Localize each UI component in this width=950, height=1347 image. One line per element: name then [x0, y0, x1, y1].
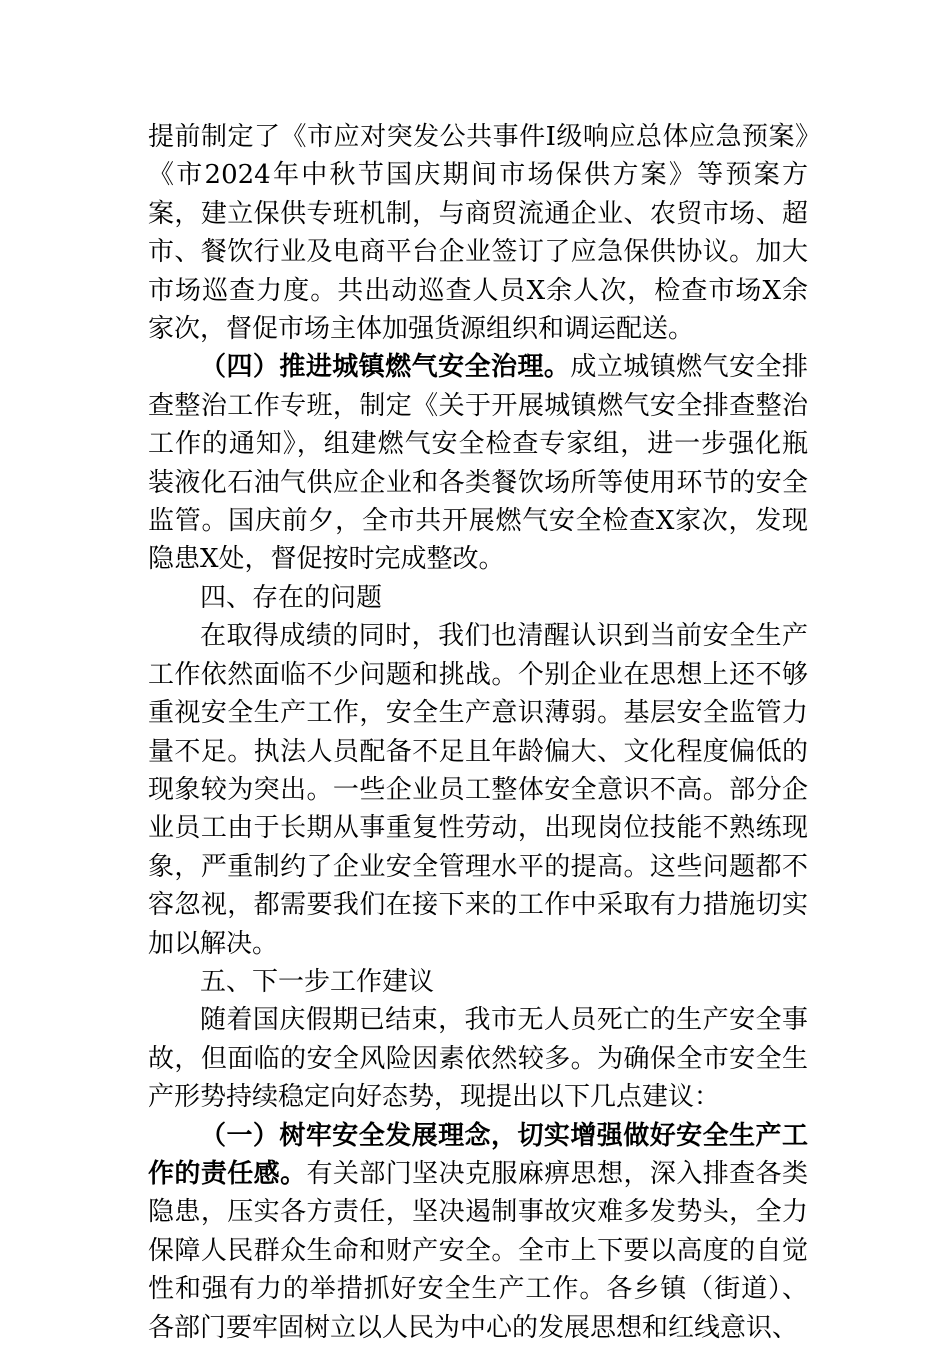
document-body: [148, 118, 808, 1347]
paragraph-gas-safety-body: 成立城镇燃气安全排查整治工作专班，制定《关于开展城镇燃气安全排查整治工作的通知》，组建燃气安全检查专家组，进一步强化瓶装液化石油气供应企业和各类餐饮场所等使用环节的安全监管。国庆前夕，全市共开展燃气安全检查X家次，发现隐患X处，督促按时完成整改。: [148, 352, 808, 575]
paragraph-market-supply: 提前制定了《市应对突发公共事件Ⅰ级响应总体应急预案》《市2024年中秋节国庆期间市场保供方案》等预案方案，建立保供专班机制，与商贸流通企业、农贸市场、超市、餐饮行业及电商平台企业签订了应急保供协议。加大市场巡查力度。共出动巡查人员X余人次，检查市场X余家次，督促市场主体加强货源组织和调运配送。: [148, 122, 808, 345]
paragraph-safety-concept-body: 有关部门坚决克服麻痹思想，深入排查各类隐患，压实各方责任，坚决遏制事故灾难多发势头，全力保障人民群众生命和财产安全。全市上下要以高度的自觉性和强有力的举措抓好安全生产工作。各乡镇（街道）、各部门要牢固树立以人民为中心的发展思想和红线意识、: [148, 1158, 808, 1343]
paragraph-gas-safety-lead: （四）推进城镇燃气安全治理。: [200, 352, 571, 383]
paragraph-problems: 在取得成绩的同时，我们也清醒认识到当前安全生产工作依然面临不少问题和挑战。个别企业在思想上还不够重视安全生产工作，安全生产意识薄弱。基层安全监管力量不足。执法人员配备不足且年龄偏大、文化程度偏低的现象较为突出。一些企业员工整体安全意识不高。部分企业员工由于长期从事重复性劳动，出现岗位技能不熟练现象，严重制约了企业安全管理水平的提高。这些问题都不容忽视，都需要我们在接下来的工作中采取有力措施切实加以解决。: [148, 621, 808, 959]
paragraph-suggestions-intro: 随着国庆假期已结束，我市无人员死亡的生产安全事故，但面临的安全风险因素依然较多。为确保全市安全生产形势持续稳定向好态势，现提出以下几点建议：: [148, 1005, 808, 1113]
paragraph-gas-safety: [148, 348, 808, 578]
paragraph-safety-concept-lead: （一）树牢安全发展理念，切实增强做好安全生产工作的责任感。: [148, 1120, 808, 1189]
paragraph-safety-concept: [148, 1117, 808, 1347]
section-heading-problems: 四、存在的问题: [200, 582, 383, 613]
section-heading-suggestions: 五、下一步工作建议: [200, 966, 435, 997]
